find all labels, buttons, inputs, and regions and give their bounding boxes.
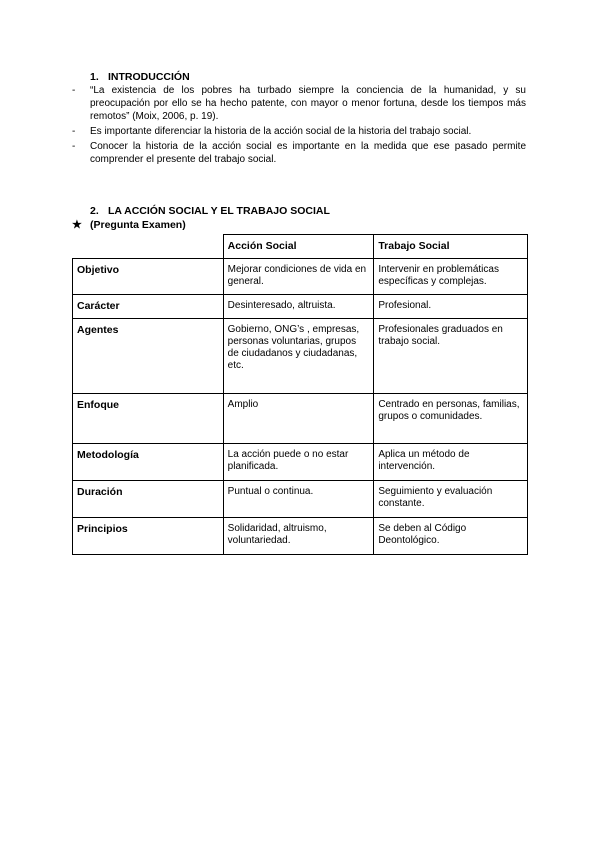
column-header-trabajo: Trabajo Social [374,235,528,259]
row-label: Objetivo [73,259,224,295]
exam-note-text: (Pregunta Examen) [90,219,186,231]
row-label: Metodología [73,444,224,481]
trabajo-cell: Se deben al Código Deontológico. [374,518,528,555]
list-item-text: Es importante diferenciar la historia de la acción social de la historia del trabajo social. [90,126,472,137]
intro-heading [90,70,526,84]
list-item [72,84,526,123]
trabajo-cell: Seguimiento y evaluación constante. [374,481,528,518]
dash-bullet-icon: - [72,126,76,137]
comparison-table [72,234,528,555]
table-row [73,444,528,481]
section2 [72,204,526,232]
row-label: Duración [73,481,224,518]
row-label: Enfoque [73,394,224,444]
accion-cell: Desinteresado, altruista. [223,295,374,319]
accion-cell: Mejorar condiciones de vida en general. [223,259,374,295]
intro-bullet-list [72,84,526,166]
table-row [73,394,528,444]
accion-cell: Solidaridad, altruismo, voluntariedad. [223,518,374,555]
row-label: Agentes [73,319,224,394]
list-item [72,140,526,166]
row-label: Principios [73,518,224,555]
table-row [73,481,528,518]
trabajo-cell: Profesional. [374,295,528,319]
table-row [73,518,528,555]
trabajo-cell: Centrado en personas, familias, grupos o comunidades. [374,394,528,444]
dash-bullet-icon: - [72,85,76,96]
accion-cell: Amplio [223,394,374,444]
section2-heading-title: LA ACCIÓN SOCIAL Y EL TRABAJO SOCIAL [108,205,330,217]
empty-corner-cell [73,235,224,259]
column-header-accion: Acción Social [223,235,374,259]
star-icon: ★ [72,219,82,231]
table-row [73,319,528,394]
row-label: Carácter [73,295,224,319]
trabajo-cell: Profesionales graduados en trabajo social. [374,319,528,394]
trabajo-cell: Intervenir en problemáticas específicas y complejas. [374,259,528,295]
table-row [73,295,528,319]
section2-heading-number: 2. [90,205,99,217]
accion-cell: Puntual o continua. [223,481,374,518]
dash-bullet-icon: - [72,141,76,152]
trabajo-cell: Aplica un método de intervención. [374,444,528,481]
intro-heading-number: 1. [90,71,99,83]
intro-section [72,70,526,168]
accion-cell: La acción puede o no estar planificada. [223,444,374,481]
section2-heading [90,204,526,218]
table-row [73,259,528,295]
exam-note [72,218,526,232]
list-item-text: “La existencia de los pobres ha turbado siempre la conciencia de la humanidad, y su preocupación por ello se ha hecho patente, con mayor o menor fortuna, desde los tiempos más remotos” (Moix, 2006, p. 19). [90,85,526,122]
list-item-text: Conocer la historia de la acción social es importante en la medida que ese pasado permite comprender el presente del trabajo social. [90,141,526,165]
table-header-row [73,235,528,259]
intro-heading-title: INTRODUCCIÓN [108,71,190,83]
list-item [72,125,526,138]
accion-cell: Gobierno, ONG’s , empresas, personas voluntarias, grupos de ciudadanos y ciudadanas, etc. [223,319,374,394]
